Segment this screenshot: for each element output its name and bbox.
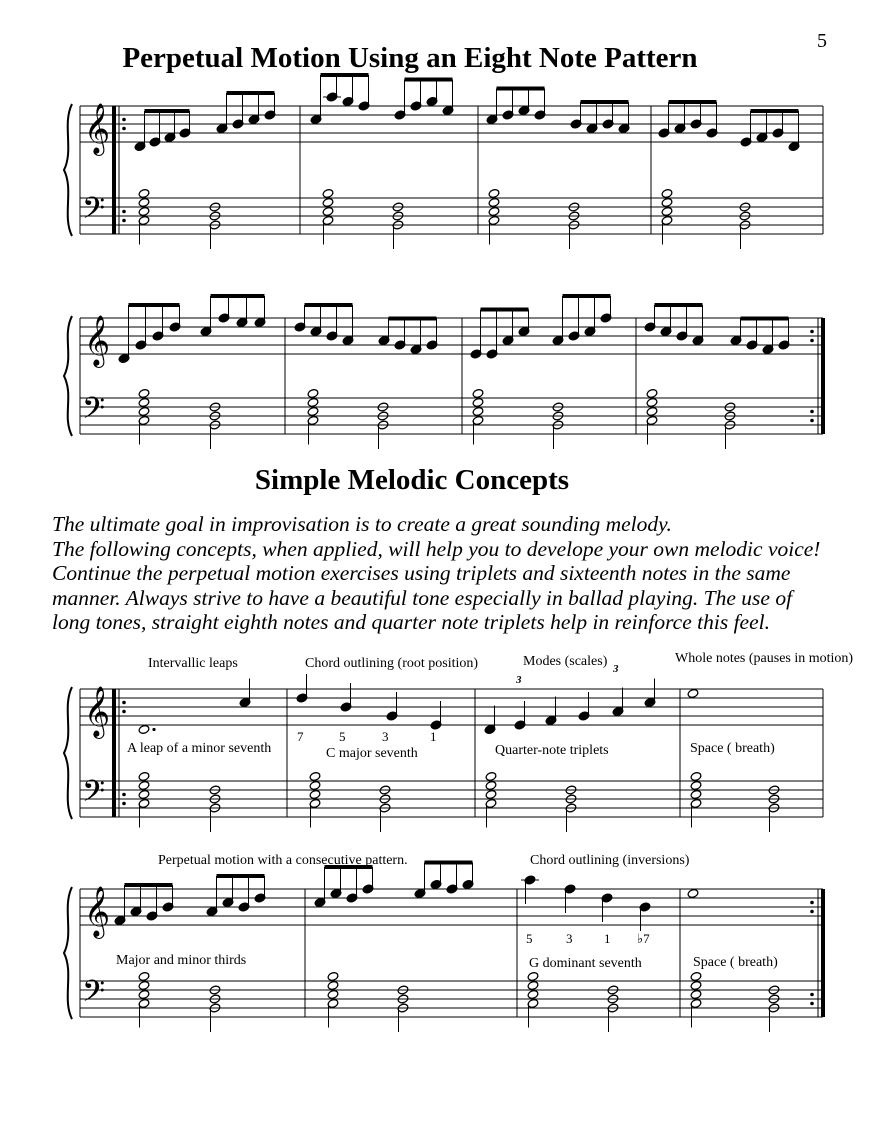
- note-head: [472, 406, 484, 416]
- fingering: 3: [566, 931, 573, 946]
- system-brace: [64, 887, 72, 1019]
- note-head: [138, 780, 150, 790]
- system-brace: [64, 687, 72, 819]
- note-head: [327, 989, 339, 999]
- annotation-whole-notes: Whole notes (pauses in motion): [675, 651, 854, 666]
- repeat-dot: [810, 901, 814, 905]
- note-head: [690, 989, 702, 999]
- section-title: Simple Melodic Concepts: [254, 464, 570, 496]
- note-head: [307, 397, 319, 407]
- system-brace: [64, 104, 72, 236]
- repeat-dot: [810, 339, 814, 343]
- repeat-dot: [122, 127, 126, 131]
- note-head: [138, 980, 150, 990]
- note-head: [322, 188, 334, 198]
- annotation-chord-outlining-root: Chord outlining (root position): [305, 656, 479, 671]
- note-head: [322, 206, 334, 216]
- intro-line: Continue the perpetual motion exercises using triplets and sixteenth notes in the same: [52, 561, 791, 585]
- bass-clef: 𝄢: [82, 192, 106, 232]
- note-head: [138, 197, 150, 207]
- intro-line: long tones, straight eighth notes and quarter note triplets help in reinforce this feel.: [52, 610, 770, 634]
- note-head: [485, 789, 497, 799]
- repeat-dot: [122, 701, 126, 705]
- note-head: [309, 780, 321, 790]
- repeat-dot: [122, 210, 126, 214]
- note-head: [307, 406, 319, 416]
- note-head: [690, 789, 702, 799]
- note-head: [690, 980, 702, 990]
- note-head: [687, 888, 699, 898]
- repeat-dot: [810, 419, 814, 423]
- note-head: [472, 388, 484, 398]
- note-head: [138, 789, 150, 799]
- note-head: [646, 397, 658, 407]
- note-head: [488, 206, 500, 216]
- intro-line: The following concepts, when applied, will help you to develope your own melodic voice!: [52, 536, 821, 561]
- note-head: [690, 971, 702, 981]
- page-number: 5: [817, 30, 827, 52]
- note-head: [472, 397, 484, 407]
- page-title: Perpetual Motion Using an Eight Note Pattern: [122, 42, 698, 74]
- note-head: [646, 388, 658, 398]
- repeat-dot: [810, 1002, 814, 1006]
- annotation-modes: Modes (scales): [523, 654, 608, 669]
- note-head: [527, 980, 539, 990]
- repeat-dot: [810, 410, 814, 414]
- note-head: [307, 388, 319, 398]
- annotation-quarter-note-triplets: Quarter-note triplets: [495, 743, 609, 758]
- intro-line: The ultimate goal in improvisation is to create a great sounding melody.: [52, 512, 672, 536]
- triplet-mark: 3: [516, 674, 522, 686]
- annotation-intervallic-leaps: Intervallic leaps: [148, 656, 238, 671]
- repeat-dot: [810, 910, 814, 914]
- note-head: [309, 789, 321, 799]
- repeat-dot: [810, 993, 814, 997]
- annotation-chord-outlining-inversions: Chord outlining (inversions): [530, 853, 690, 868]
- treble-clef: 𝄞: [84, 104, 111, 153]
- treble-clef: 𝄞: [84, 316, 111, 365]
- note-head: [138, 971, 150, 981]
- note-head: [138, 724, 150, 734]
- note-head: [322, 197, 334, 207]
- note-head: [488, 197, 500, 207]
- triplet-mark: 3: [613, 663, 619, 675]
- note-head: [527, 971, 539, 981]
- note-head: [485, 771, 497, 781]
- annotation-space-breath: Space ( breath): [690, 741, 775, 756]
- annotation-major-minor-thirds: Major and minor thirds: [116, 953, 247, 968]
- note-head: [138, 771, 150, 781]
- note-head: [327, 971, 339, 981]
- note-head: [690, 771, 702, 781]
- fingering: ♭7: [637, 931, 650, 946]
- treble-clef: 𝄞: [84, 887, 111, 936]
- note-head: [138, 206, 150, 216]
- intro-line: manner. Always strive to have a beautiful tone especially in ballad playing. The use of: [52, 585, 793, 610]
- fingering: 5: [339, 729, 346, 744]
- fingering: 7: [297, 729, 304, 744]
- annotation-c-major-seventh: C major seventh: [326, 746, 418, 761]
- repeat-dot: [122, 793, 126, 797]
- note-head: [646, 406, 658, 416]
- note-head: [138, 188, 150, 198]
- bass-clef: 𝄢: [82, 392, 106, 432]
- note-head: [485, 780, 497, 790]
- repeat-dot: [122, 219, 126, 223]
- annotation-leap-minor-seventh: A leap of a minor seventh: [127, 741, 272, 756]
- annotation-g-dominant-seventh: G dominant seventh: [529, 956, 642, 971]
- note-head: [138, 406, 150, 416]
- dot: [152, 728, 155, 731]
- fingering: 5: [526, 931, 533, 946]
- repeat-dot: [810, 330, 814, 334]
- note-head: [138, 397, 150, 407]
- note-head: [527, 989, 539, 999]
- bass-clef: 𝄢: [82, 975, 106, 1015]
- treble-clef: 𝄞: [84, 687, 111, 736]
- bass-clef: 𝄢: [82, 775, 106, 815]
- repeat-dot: [122, 710, 126, 714]
- fingering: 3: [382, 729, 389, 744]
- note-head: [327, 980, 339, 990]
- note-head: [309, 771, 321, 781]
- note-head: [488, 188, 500, 198]
- note-head: [661, 206, 673, 216]
- repeat-dot: [122, 118, 126, 122]
- note-head: [690, 780, 702, 790]
- system-brace: [64, 316, 72, 436]
- note-head: [687, 688, 699, 698]
- annotation-perpetual-consecutive: Perpetual motion with a consecutive pattern.: [158, 853, 408, 868]
- note-head: [138, 989, 150, 999]
- fingering: 1: [604, 931, 611, 946]
- note-head: [661, 197, 673, 207]
- note-head: [138, 388, 150, 398]
- note-head: [661, 188, 673, 198]
- fingering: 1: [430, 729, 437, 744]
- annotation-space-breath: Space ( breath): [693, 955, 778, 970]
- repeat-dot: [122, 802, 126, 806]
